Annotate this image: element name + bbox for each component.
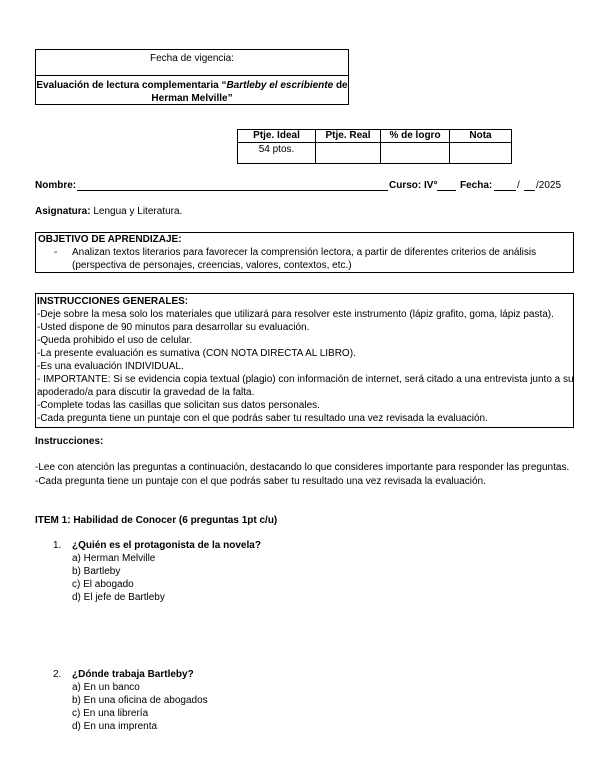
objective-title: OBJETIVO DE APRENDIZAJE: <box>38 234 182 245</box>
value-ptje-real[interactable] <box>315 142 381 164</box>
evaluation-title <box>36 79 348 105</box>
question-2-number: 2. <box>53 669 62 680</box>
general-instruction-6: - IMPORTANTE: Si se evidencia copia textual (plagio) con información de internet, será citado a una entrevista junto a su <box>37 374 574 385</box>
header-logro: % de logro <box>380 129 450 143</box>
header-box <box>35 49 349 105</box>
date-month-field[interactable] <box>524 190 535 191</box>
question-2-text: ¿Dónde trabaja Bartleby? <box>72 669 194 680</box>
general-instruction-2: -Usted dispone de 90 minutos para desarrollar su evaluación. <box>37 322 310 333</box>
value-ptje-ideal: 54 ptos. <box>237 142 316 164</box>
date-day-field[interactable] <box>494 190 516 191</box>
general-instruction-9: -Cada pregunta tiene un puntaje con el que podrás saber tu resultado una vez revisada la evaluación. <box>37 413 488 424</box>
title-book: Bartleby el escribiente <box>226 80 334 91</box>
objective-line-1: Analizan textos literarios para favorecer la comprensión lectora, a partir de diferentes criterios de análisis <box>72 247 537 258</box>
question-2-option-d[interactable]: d) En una imprenta <box>72 721 158 732</box>
instruction-2: -Cada pregunta tiene un puntaje con el que podrás saber tu resultado una vez revisada la evaluación. <box>35 476 486 487</box>
name-label: Nombre: <box>35 180 77 191</box>
value-logro[interactable] <box>380 142 450 164</box>
question-1-option-a[interactable]: a) Herman Melville <box>72 553 156 564</box>
instructions-title: Instrucciones: <box>35 436 104 447</box>
general-instructions-box <box>35 293 574 428</box>
title-mid: de <box>333 80 348 91</box>
general-instruction-1: -Deje sobre la mesa solo los materiales que utilizará para resolver este instrumento (lápiz grafito, goma, lápiz pasta). <box>37 309 554 320</box>
question-1-option-c[interactable]: c) El abogado <box>72 579 134 590</box>
course-label: Curso: IV° <box>389 180 438 191</box>
general-instruction-7: apoderado/a para discutir la gravedad de la falta. <box>37 387 255 398</box>
title-prefix: Evaluación de lectura complementaria “ <box>36 80 227 91</box>
item1-title: ITEM 1: Habilidad de Conocer (6 preguntas 1pt c/u) <box>35 515 278 526</box>
value-nota[interactable] <box>449 142 512 164</box>
general-instruction-4: -La presente evaluación es sumativa (CON NOTA DIRECTA AL LIBRO). <box>37 348 356 359</box>
date-label: Fecha: <box>460 180 493 191</box>
question-1-number: 1. <box>53 540 62 551</box>
title-author: Herman Melville” <box>151 93 233 104</box>
date-separator: / <box>517 180 520 191</box>
date-year: /2025 <box>536 180 562 191</box>
header-ptje-ideal: Ptje. Ideal <box>237 129 316 143</box>
question-1-text: ¿Quién es el protagonista de la novela? <box>72 540 261 551</box>
subject-value: Lengua y Literatura. <box>93 206 183 217</box>
general-instructions-title: INSTRUCCIONES GENERALES: <box>37 296 189 307</box>
instruction-1: -Lee con atención las preguntas a continuación, destacando lo que consideres importante para responder las preguntas. <box>35 462 570 473</box>
general-instruction-8: -Complete todas las casillas que solicitan sus datos personales. <box>37 400 320 411</box>
objective-bullet: - <box>54 247 58 258</box>
course-field[interactable] <box>437 190 456 191</box>
subject-line <box>35 205 182 218</box>
question-1-option-d[interactable]: d) El jefe de Bartleby <box>72 592 165 603</box>
subject-label: Asignatura: <box>35 206 91 217</box>
objective-box <box>35 232 574 273</box>
question-1-option-b[interactable]: b) Bartleby <box>72 566 121 577</box>
question-2-option-b[interactable]: b) En una oficina de abogados <box>72 695 208 706</box>
name-field[interactable] <box>77 190 388 191</box>
general-instruction-5: -Es una evaluación INDIVIDUAL. <box>37 361 184 372</box>
question-2-option-a[interactable]: a) En un banco <box>72 682 140 693</box>
header-nota: Nota <box>449 129 512 143</box>
vigencia-label: Fecha de vigencia: <box>150 53 234 64</box>
objective-line-2: (perspectiva de personajes, creencias, valores, contextos, etc.) <box>72 260 352 271</box>
header-ptje-real: Ptje. Real <box>315 129 381 143</box>
general-instruction-3: -Queda prohibido el uso de celular. <box>37 335 193 346</box>
question-2-option-c[interactable]: c) En una librería <box>72 708 149 719</box>
